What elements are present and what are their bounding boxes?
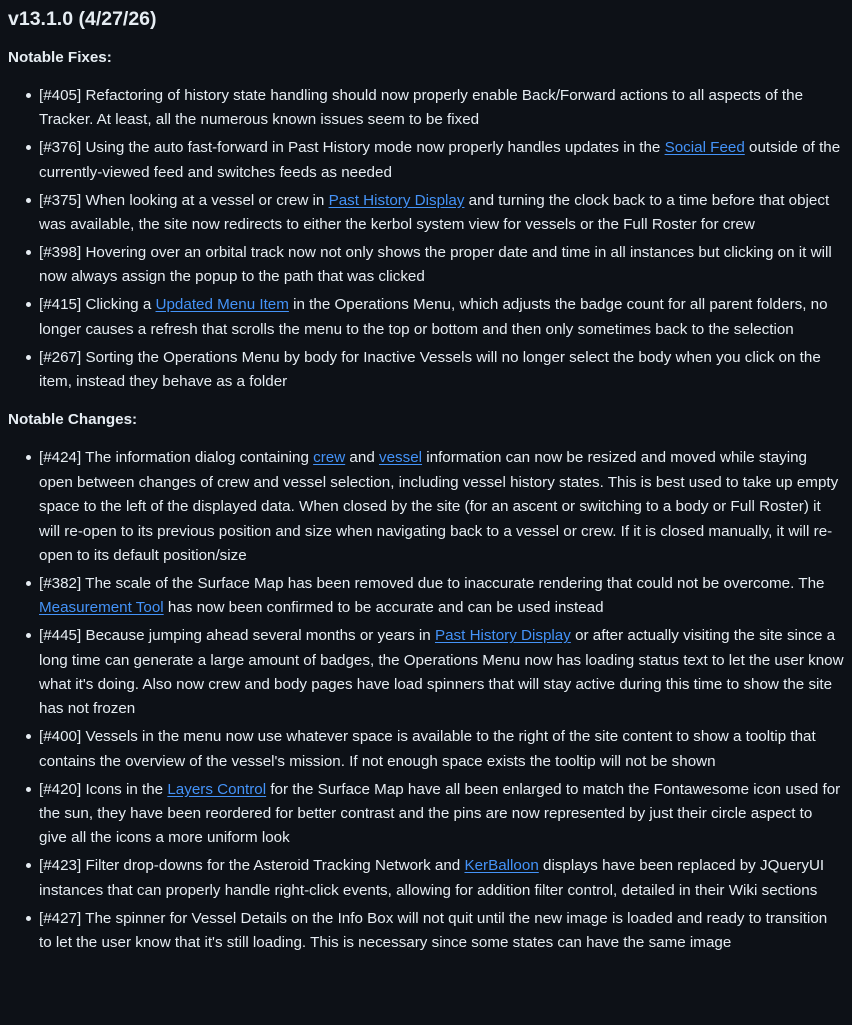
item-text: [#405] Refactoring of history state handling should now properly enable Back/Forward actions to all aspects of the Tracker. At least, all the numerous known issues seem to be fixed xyxy=(39,87,804,129)
item-text: [#415] Clicking a xyxy=(39,296,156,314)
changelog-list xyxy=(8,84,844,394)
changelog-item xyxy=(39,446,844,568)
changelog-item xyxy=(39,624,844,722)
section-heading: Notable Changes: xyxy=(8,411,138,429)
item-text: displays have been replaced by JQueryUI instances that can properly handle right-click events, allowing for addition filter control, detailed in their Wiki sections xyxy=(39,857,825,899)
changelog-item xyxy=(39,778,844,851)
inline-link[interactable]: Social Feed xyxy=(664,139,745,157)
changelog-item xyxy=(39,189,844,238)
item-text: in the Operations Menu, which adjusts the badge count for all parent folders, no longer causes a refresh that scrolls the menu to the top or bottom and then only sometimes back to the selection xyxy=(39,296,828,338)
inline-link[interactable]: Past History Display xyxy=(328,191,465,209)
item-text: [#445] Because jumping ahead several months or years in xyxy=(39,627,435,645)
item-text: [#427] The spinner for Vessel Details on the Info Box will not quit until the new image is loaded and ready to transition to let the user know that it's still loading. This is necessary since some states can have the same image xyxy=(39,909,828,952)
item-text: and xyxy=(345,449,379,467)
inline-link[interactable]: Updated Menu Item xyxy=(155,296,289,314)
item-text: [#400] Vessels in the menu now use whatever space is available to the right of the site content to show a tooltip that contains the overview of the vessel's mission. If not enough space exists the tooltip will not be shown xyxy=(39,728,816,770)
inline-link[interactable]: Past History Display xyxy=(434,627,571,645)
inline-link[interactable]: KerBalloon xyxy=(464,857,539,875)
item-text: or after actually visiting the site since a long time can generate a large amount of badges, the Operations Menu now has loading status text to let the user know what it's doing. Also now crew and body pages have load spinners that will stay active during this time to show the site has not frozen xyxy=(39,627,844,718)
item-text: outside of the currently-viewed feed and switches feeds as needed xyxy=(39,139,841,181)
item-text: information can now be resized and moved while staying open between changes of crew and vessel selection, including vessel history states. This is best used to take up empty space to the left of the displayed data. When closed by the site (for an ascent or switching to a body or Full Roster) it will re-open to its previous position and size when navigating back to a vessel or crew. If it is closed manually, it will re-open to its default position/size xyxy=(39,449,839,564)
item-text: and turning the clock back to a time before that object was available, the site now redirects to either the kerbol system view for vessels or the Full Roster for crew xyxy=(39,191,830,234)
changelog-item xyxy=(39,293,844,342)
item-text: [#376] Using the auto fast-forward in Past History mode now properly handles updates in the xyxy=(39,139,665,157)
item-text: [#267] Sorting the Operations Menu by body for Inactive Vessels will no longer select the body when you click on the item, instead they behave as a folder xyxy=(39,348,821,390)
item-text: [#420] Icons in the xyxy=(39,780,168,798)
version-title: v13.1.0 (4/27/26) xyxy=(8,8,157,30)
changelog-item xyxy=(39,907,844,956)
changelog-item xyxy=(39,854,844,903)
release-sections xyxy=(8,46,844,956)
changelog-item xyxy=(39,136,844,185)
item-text: [#423] Filter drop-downs for the Asteroid Tracking Network and xyxy=(39,857,465,875)
section-heading: Notable Fixes: xyxy=(8,49,112,66)
changelog-item xyxy=(39,241,844,290)
item-text: has now been confirmed to be accurate and can be used instead xyxy=(163,599,604,617)
item-text: for the Surface Map have all been enlarged to match the Fontawesome icon used for the sun, they have been reordered for better contrast and the pins are now represented by just their circle aspect to give all the icons a more uniform look xyxy=(39,780,841,847)
changelog-list xyxy=(8,446,844,955)
inline-link[interactable]: crew xyxy=(313,449,346,467)
inline-link[interactable]: Layers Control xyxy=(167,780,267,798)
changelog-item xyxy=(39,84,844,133)
item-text: [#398] Hovering over an orbital track now not only shows the proper date and time in all instances but clicking on it will now always assign the popup to the path that was clicked xyxy=(39,243,832,286)
changelog-item xyxy=(39,572,844,621)
item-text: [#375] When looking at a vessel or crew in xyxy=(39,191,329,209)
item-text: [#382] The scale of the Surface Map has been removed due to inaccurate rendering that could not be overcome. The xyxy=(39,574,825,592)
item-text: [#424] The information dialog containing xyxy=(39,449,314,467)
inline-link[interactable]: vessel xyxy=(378,449,423,467)
changelog-item xyxy=(39,346,844,395)
changelog-item xyxy=(39,725,844,774)
inline-link[interactable]: Measurement Tool xyxy=(39,599,164,617)
